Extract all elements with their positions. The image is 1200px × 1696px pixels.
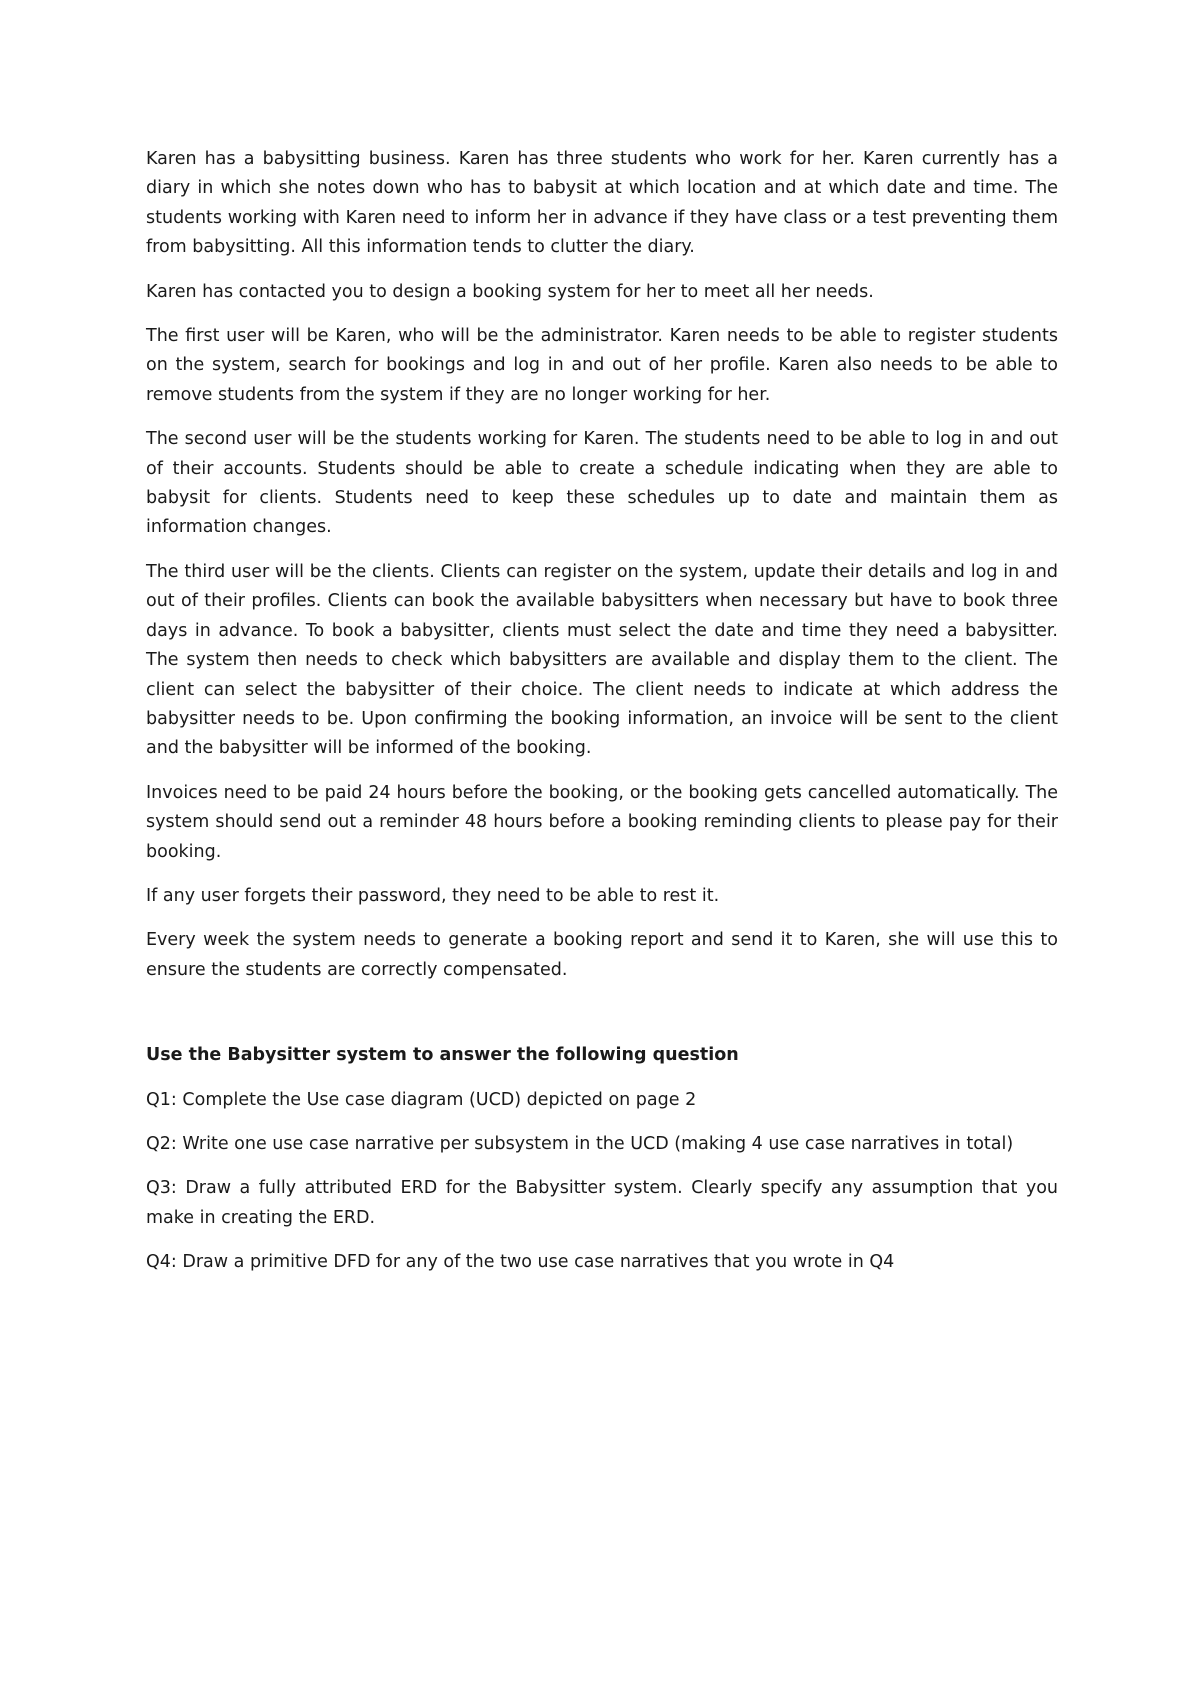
- paragraph-contact: Karen has contacted you to design a booking system for her to meet all her needs.: [146, 281, 874, 302]
- paragraph-weekly-report: Every week the system needs to generate a booking report and send it to Karen, she will use this to ensure the students are correctly compensated.: [146, 930, 1058, 980]
- questions-heading: Use the Babysitter system to answer the following question: [146, 1045, 739, 1066]
- paragraph-second-user: The second user will be the students working for Karen. The students need to be able to log in and out of their accounts. Students should be able to create a schedule indicating when they are able to babysit for clients. Students need to keep these schedules up to date and maintain them as information changes.: [146, 429, 1058, 538]
- question-label: Q4:: [146, 1252, 177, 1273]
- question-text: Complete the Use case diagram (UCD) depicted on page 2: [182, 1089, 697, 1110]
- questions-list: [146, 1086, 1058, 1278]
- question-text: Draw a fully attributed ERD for the Babysitter system. Clearly specify any assumption that you make in creating the ERD.: [146, 1178, 1058, 1228]
- question-item: [146, 1248, 1058, 1277]
- paragraph-password: If any user forgets their password, they need to be able to rest it.: [146, 885, 720, 906]
- question-label: Q2:: [146, 1133, 177, 1154]
- document-body: [146, 145, 1058, 1293]
- question-label: Q1:: [146, 1089, 177, 1110]
- question-text: Draw a primitive DFD for any of the two use case narratives that you wrote in Q4: [182, 1252, 895, 1273]
- paragraph-third-user: The third user will be the clients. Clients can register on the system, update their details and log in and out of their profiles. Clients can book the available babysitters when necessary but have to book three days in advance. To book a babysitter, clients must select the date and time they need a babysitter. The system then needs to check which babysitters are available and display them to the client. The client can select the babysitter of their choice. The client needs to indicate at which address the babysitter needs to be. Upon confirming the booking information, an invoice will be sent to the client and the babysitter will be informed of the booking.: [146, 561, 1058, 759]
- question-item: [146, 1130, 1058, 1159]
- question-item: [146, 1086, 1058, 1115]
- question-label: Q3:: [146, 1178, 177, 1199]
- question-item: [146, 1174, 1058, 1233]
- question-text: Write one use case narrative per subsystem in the UCD (making 4 use case narratives in total): [182, 1133, 1014, 1154]
- paragraph-invoices: Invoices need to be paid 24 hours before the booking, or the booking gets cancelled automatically. The system should send out a reminder 48 hours before a booking reminding clients to please pay for their booking.: [146, 782, 1058, 862]
- paragraph-intro: Karen has a babysitting business. Karen has three students who work for her. Karen currently has a diary in which she notes down who has to babysit at which location and at which date and time. The students working with Karen need to inform her in advance if they have class or a test preventing them from babysitting. All this information tends to clutter the diary.: [146, 149, 1058, 258]
- paragraph-first-user: The first user will be Karen, who will be the administrator. Karen needs to be able to register students on the system, search for bookings and log in and out of her profile. Karen also needs to be able to remove students from the system if they are no longer working for her.: [146, 326, 1058, 405]
